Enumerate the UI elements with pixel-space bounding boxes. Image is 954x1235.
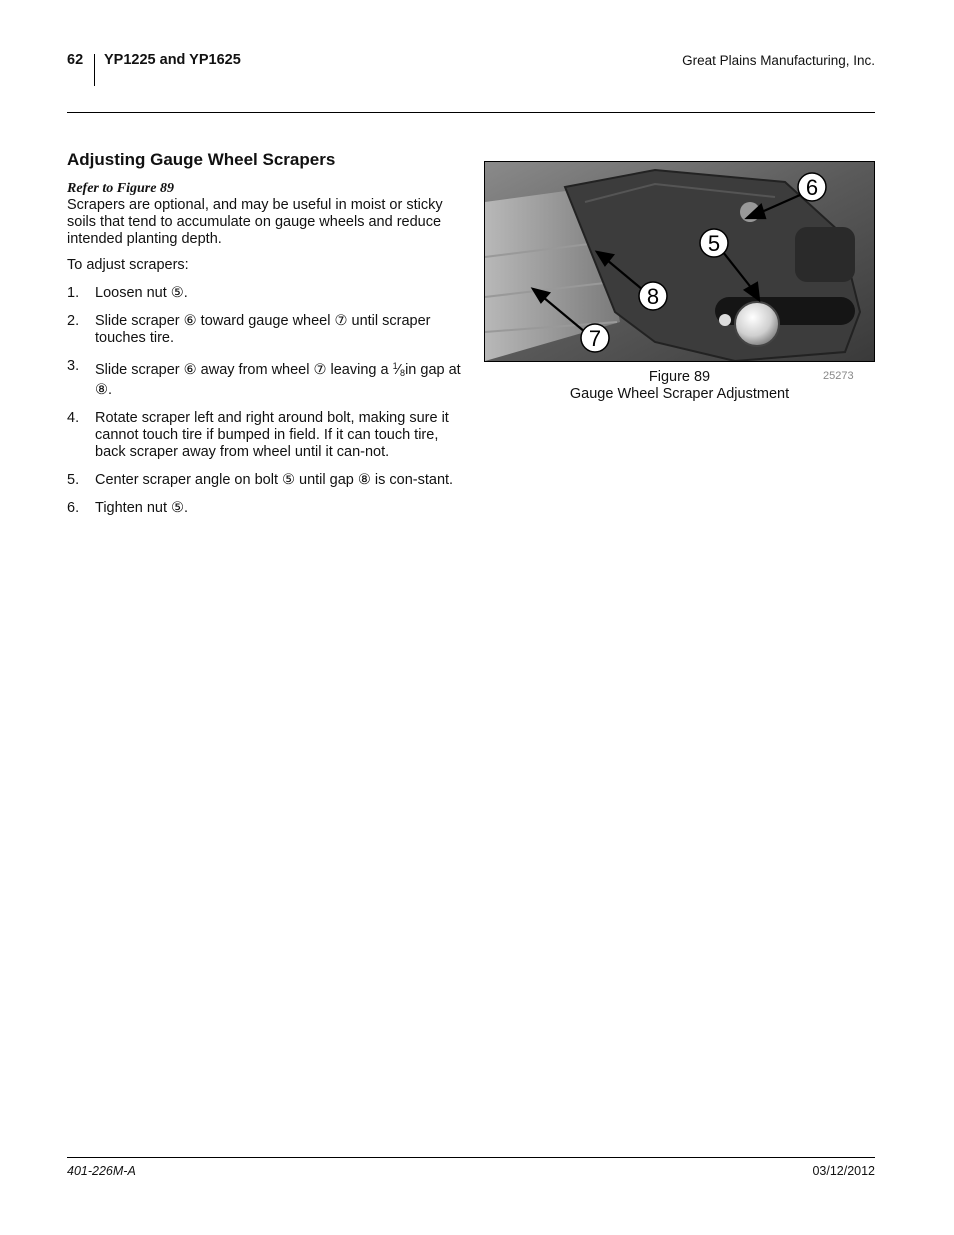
step-number: 3. [67,358,80,374]
step-item [67,500,462,517]
fraction-numerator: 1 [392,361,398,371]
callout-label: 5 [707,231,721,256]
step-text-after: in gap at ⑧. [95,362,461,398]
footer-rule [67,1157,875,1158]
figure-caption [484,369,875,403]
step-number: 1. [67,285,80,301]
fraction-denominator: 8 [400,368,406,378]
washer-highlight [719,314,731,326]
step-item [67,358,462,399]
step-text: Tighten nut ⑤. [95,500,189,516]
step-number: 6. [67,500,80,516]
step-text: Slide scraper ⑥ toward gauge wheel ⑦ until scraper touches tire. [95,313,431,346]
step-number: 4. [67,410,80,426]
header-rule [67,112,875,113]
figure-photo [484,161,875,362]
step-item [67,472,462,489]
step-text: Center scraper angle on bolt ⑤ until gap ⑧ is con-stant. [95,472,454,488]
document-date: 03/12/2012 [812,1164,875,1178]
nut [735,302,779,346]
steps-lead: To adjust scrapers: [67,257,189,273]
page-number: 62 [67,52,84,68]
scraper-photo-illustration [485,162,874,361]
step-item [67,285,462,302]
callout-label: 8 [646,284,660,309]
step-text: Rotate scraper left and right around bolt, making sure it cannot touch tire if bumped in field. If it can touch tire, back scraper away from wheel until it can-not. [95,410,449,460]
step-text [95,358,462,399]
figure-reference: Refer to Figure 89 [67,181,174,196]
step-text-before: Slide scraper ⑥ away from wheel ⑦ leaving a [95,362,393,378]
callout-label: 7 [588,326,602,351]
instructions-column [67,150,462,528]
step-item [67,313,462,347]
section-title: Adjusting Gauge Wheel Scrapers [67,150,336,169]
intro-paragraph: Scrapers are optional, and may be useful in moist or sticky soils that tend to accumulate on gauge wheels and reduce intended planting depth. [67,197,443,247]
callout-label: 6 [805,175,819,200]
step-number: 2. [67,313,80,329]
document-id: 401-226M-A [67,1164,136,1178]
company-name: Great Plains Manufacturing, Inc. [682,53,875,68]
figure-number: Figure 89 [648,369,711,385]
model-title: YP1225 and YP1625 [104,52,241,68]
header-divider [94,54,95,86]
figure-title: Gauge Wheel Scraper Adjustment [569,386,790,402]
step-text: Loosen nut ⑤. [95,285,188,301]
figure-image-id: 25273 [823,370,854,382]
steps-list [67,285,462,517]
fraction: $^1⁄_8$ [392,361,406,378]
mounting-bracket [795,227,855,282]
step-item [67,410,462,461]
step-number: 5. [67,472,80,488]
